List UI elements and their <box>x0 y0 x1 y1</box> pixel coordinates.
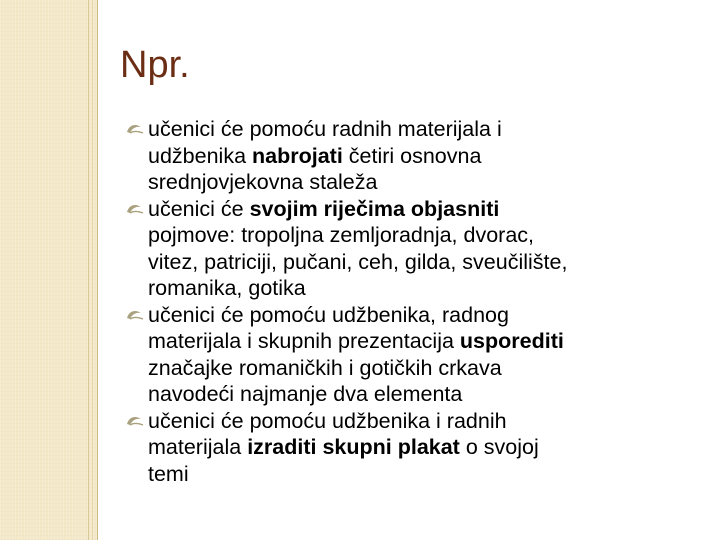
bullet-line <box>148 275 701 302</box>
bullet-item <box>126 116 701 196</box>
bullet-line <box>148 302 701 329</box>
curl-leaf-bullet-icon <box>126 202 144 216</box>
bullet-line <box>148 249 701 276</box>
bullet-text-bold: svojim riječima objasniti <box>249 196 500 221</box>
bullet-text: učenici će pomoću udžbenika i radnih <box>148 408 507 433</box>
bullet-line <box>148 143 701 170</box>
bullet-list <box>126 116 701 487</box>
bullet-text: materijala <box>148 435 248 459</box>
decorative-left-band <box>0 0 98 540</box>
bullet-text: srednjovjekovna staleža <box>148 170 378 194</box>
bullet-line <box>148 169 701 196</box>
bullet-text: navodeći najmanje dva elementa <box>148 382 463 406</box>
band-divider-line <box>97 0 98 540</box>
bullet-text: značajke romaničkih i gotičkih crkava <box>148 355 502 380</box>
bullet-text: četiri osnovna <box>342 143 482 168</box>
bullet-text: učenici će pomoću radnih materijala i <box>148 117 502 141</box>
curl-leaf-bullet-icon <box>126 308 144 322</box>
bullet-text: romanika, gotika <box>148 276 306 300</box>
bullet-text: udžbenika <box>148 143 252 168</box>
bullet-line <box>148 381 701 408</box>
bullet-text: učenici će <box>148 196 250 221</box>
slide-title: Npr. <box>120 44 190 86</box>
bullet-line <box>148 196 701 223</box>
bullet-line <box>148 461 701 488</box>
bullet-text: pojmove: tropoljna zemljoradnja, dvorac, <box>148 223 535 247</box>
bullet-line <box>148 328 701 355</box>
bullet-item <box>126 196 701 302</box>
bullet-line <box>148 222 701 249</box>
bullet-line <box>148 408 701 435</box>
band-divider-line <box>92 0 93 540</box>
bullet-text: učenici će pomoću udžbenika, radnog <box>148 302 509 327</box>
bullet-text-bold: nabrojati <box>252 143 343 168</box>
bullet-item <box>126 302 701 408</box>
bullet-line <box>148 355 701 382</box>
curl-leaf-bullet-icon <box>126 414 144 428</box>
bullet-text: vitez, patriciji, pučani, ceh, gilda, sveučilište, <box>148 249 568 274</box>
bullet-line <box>148 116 701 143</box>
bullet-text: materijala i skupnih prezentacija <box>148 329 460 353</box>
curl-leaf-bullet-icon <box>126 122 144 136</box>
band-divider-line <box>88 0 89 540</box>
bullet-text-bold: izraditi skupni plakat <box>247 435 460 459</box>
bullet-text-bold: usporediti <box>459 329 564 353</box>
bullet-item <box>126 408 701 488</box>
bullet-line <box>148 434 701 461</box>
bullet-text: o svojoj <box>459 435 539 459</box>
bullet-text: temi <box>148 461 189 486</box>
